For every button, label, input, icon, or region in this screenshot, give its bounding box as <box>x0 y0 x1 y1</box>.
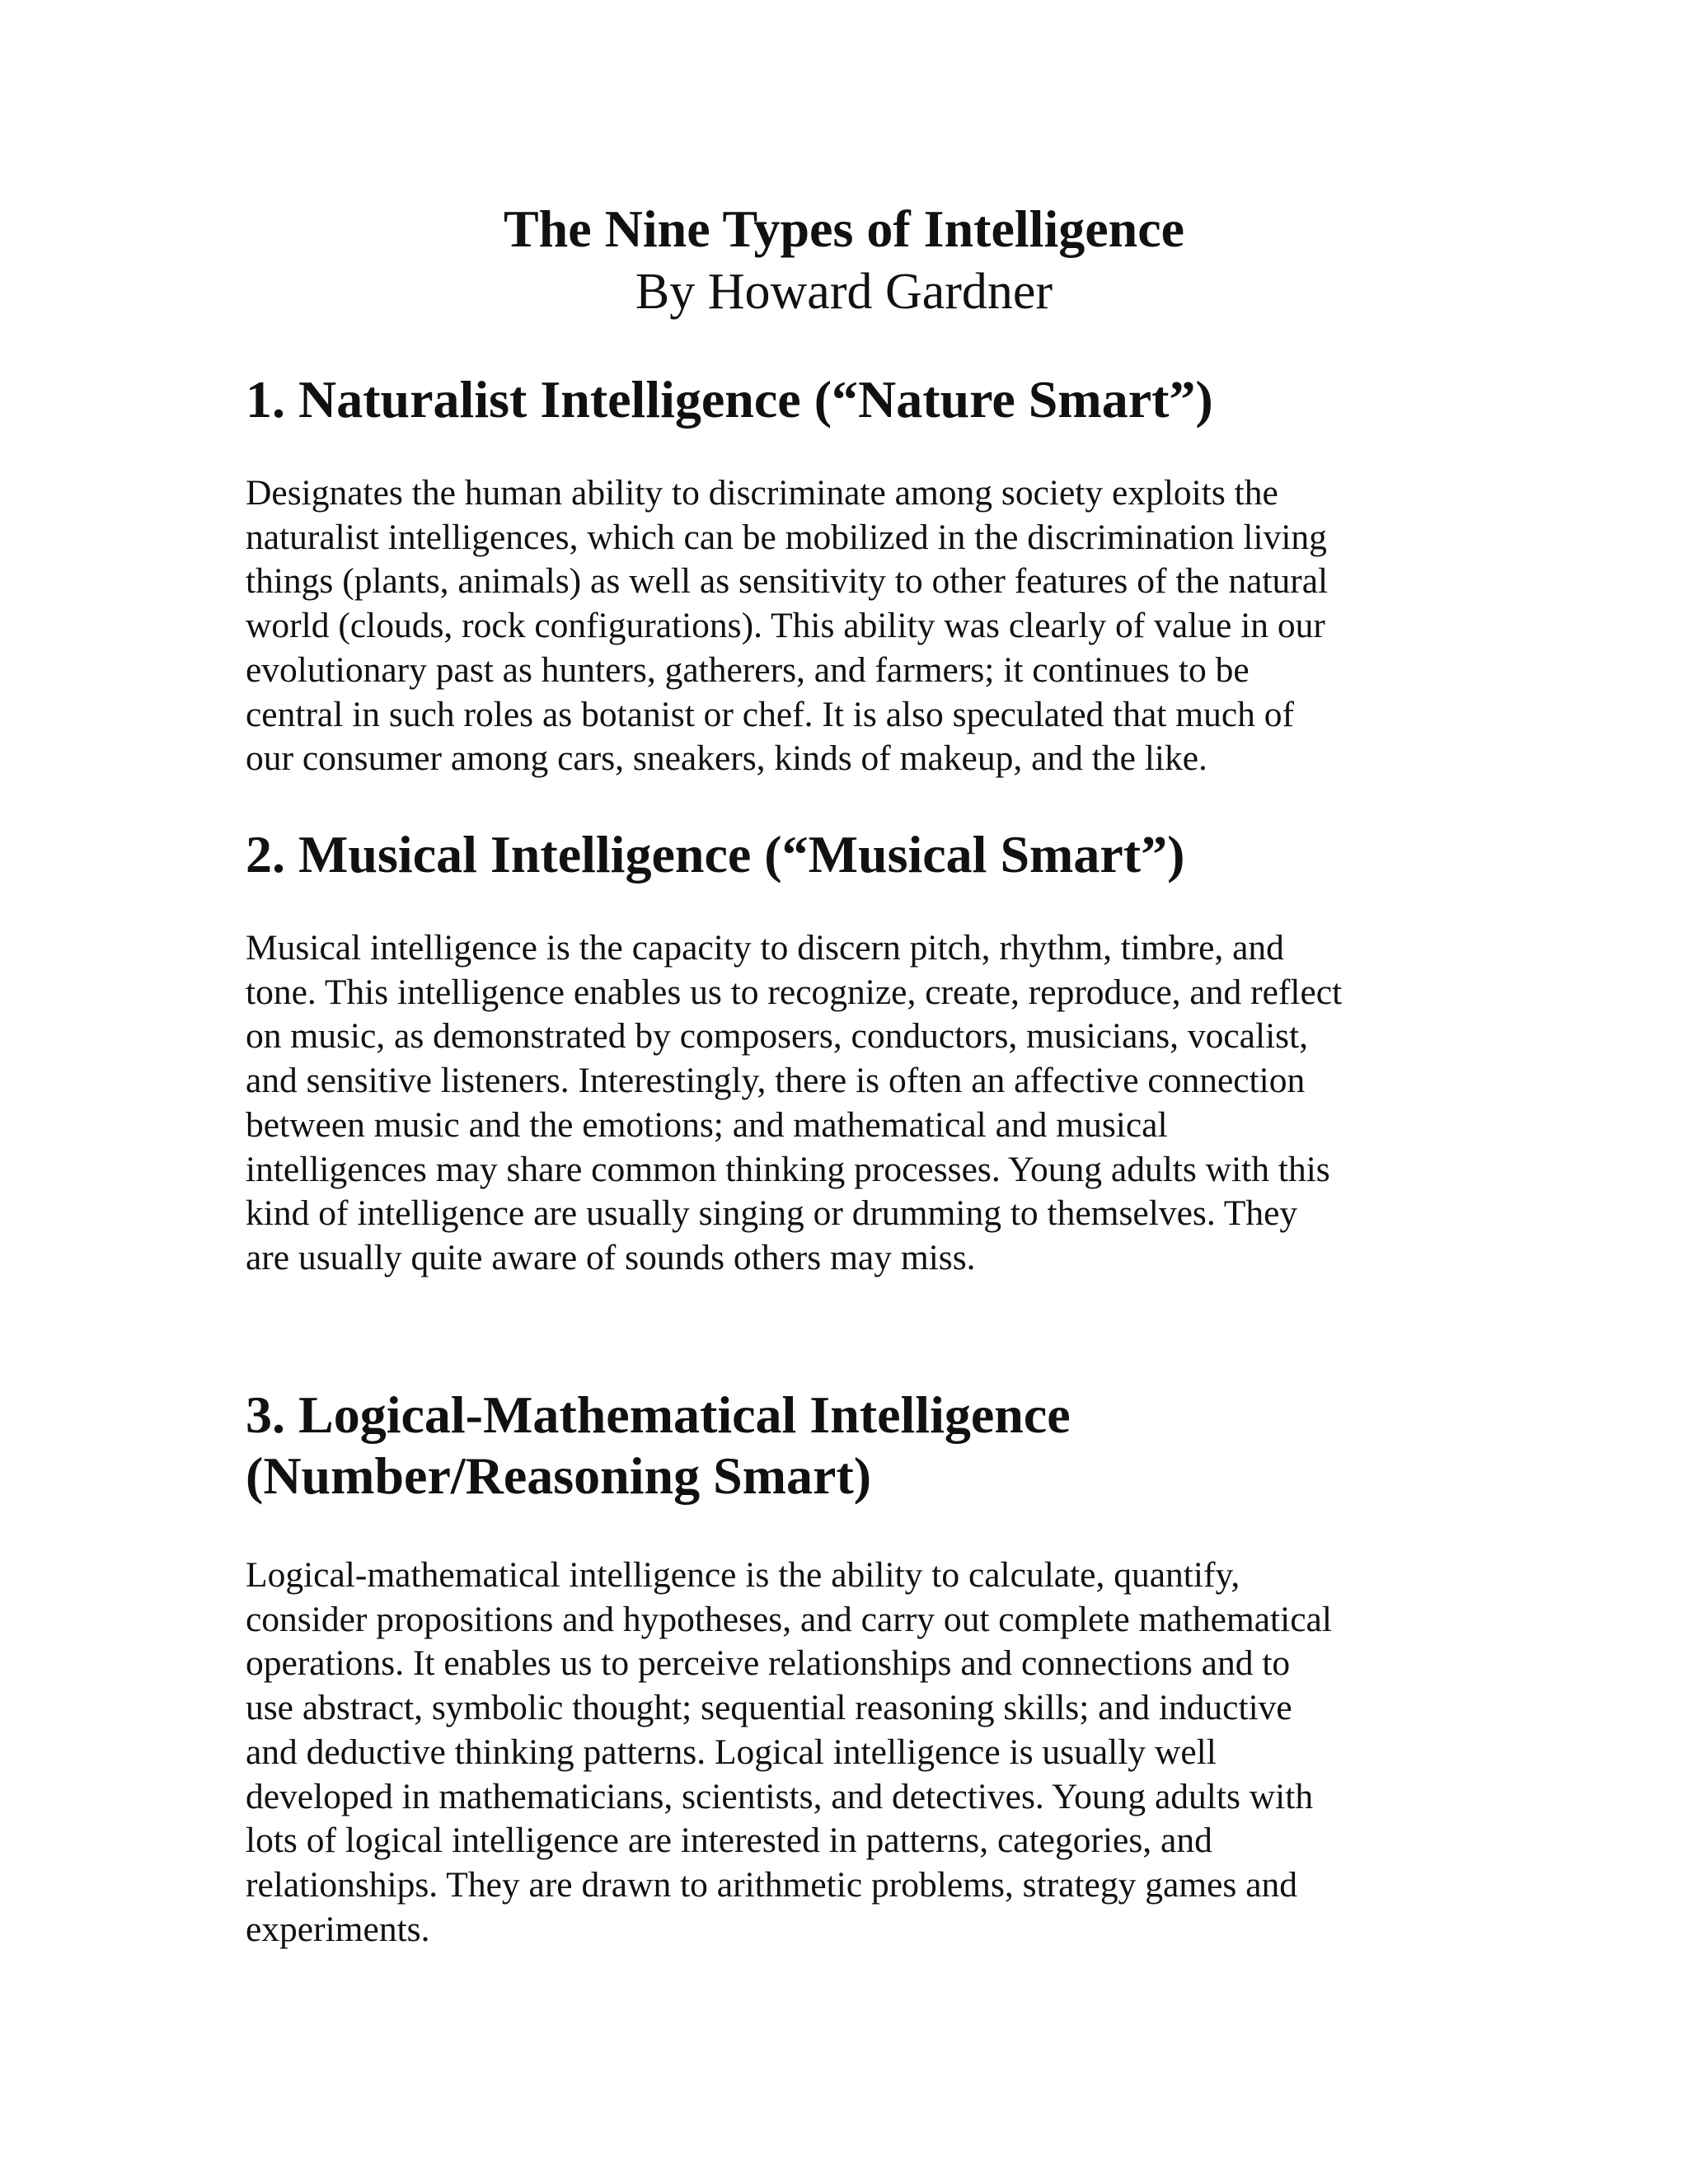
body-line: central in such roles as botanist or chef. It is also speculated that much of <box>246 694 1294 734</box>
section-heading-line: (Number/Reasoning Smart) <box>246 1446 872 1505</box>
body-line: and deductive thinking patterns. Logical intelligence is usually well <box>246 1732 1217 1772</box>
document-title: The Nine Types of Intelligence <box>503 199 1185 258</box>
body-line: consider propositions and hypotheses, and carry out complete mathematical <box>246 1599 1332 1639</box>
body-line: operations. It enables us to perceive relationships and connections and to <box>246 1643 1291 1684</box>
body-line: tone. This intelligence enables us to recognize, create, reproduce, and reflect <box>246 972 1343 1012</box>
body-line: and sensitive listeners. Interestingly, there is often an affective connection <box>246 1061 1306 1101</box>
body-line: Logical-mathematical intelligence is the ability to calculate, quantify, <box>246 1555 1240 1595</box>
body-line: developed in mathematicians, scientists, and detectives. Young adults with <box>246 1776 1314 1816</box>
section-body-musical <box>246 926 1531 1281</box>
body-line: relationships. They are drawn to arithmetic problems, strategy games and <box>246 1864 1298 1905</box>
section-body-naturalist <box>246 471 1531 781</box>
body-line: lots of logical intelligence are interested in patterns, categories, and <box>246 1821 1212 1861</box>
section-body-logical <box>246 1554 1531 1952</box>
body-line: on music, as demonstrated by composers, conductors, musicians, vocalist, <box>246 1016 1309 1057</box>
section-heading-musical: 2. Musical Intelligence (“Musical Smart”) <box>246 825 1185 883</box>
body-line: world (clouds, rock configurations). This ability was clearly of value in our <box>246 606 1325 646</box>
body-line: are usually quite aware of sounds others may miss. <box>246 1237 976 1277</box>
section-heading-logical <box>246 1385 1531 1507</box>
section-heading-line: 3. Logical-Mathematical Intelligence <box>246 1385 1071 1444</box>
document-author: By Howard Gardner <box>635 264 1053 320</box>
body-line: between music and the emotions; and mathematical and musical <box>246 1104 1168 1145</box>
body-line: kind of intelligence are usually singing or drumming to themselves. They <box>246 1193 1298 1234</box>
body-line: experiments. <box>246 1909 430 1949</box>
body-line: naturalist intelligences, which can be mobilized in the discrimination living <box>246 517 1327 557</box>
body-line: things (plants, animals) as well as sensitivity to other features of the natural <box>246 561 1329 602</box>
body-line: Designates the human ability to discriminate among society exploits the <box>246 473 1278 513</box>
body-line: intelligences may share common thinking processes. Young adults with this <box>246 1149 1330 1189</box>
body-line: use abstract, symbolic thought; sequential reasoning skills; and inductive <box>246 1688 1292 1728</box>
body-line: evolutionary past as hunters, gatherers, and farmers; it continues to be <box>246 649 1250 690</box>
body-line: our consumer among cars, sneakers, kinds of makeup, and the like. <box>246 738 1207 779</box>
section-heading-naturalist: 1. Naturalist Intelligence (“Nature Smart”) <box>246 370 1213 429</box>
body-line: Musical intelligence is the capacity to discern pitch, rhythm, timbre, and <box>246 928 1284 968</box>
